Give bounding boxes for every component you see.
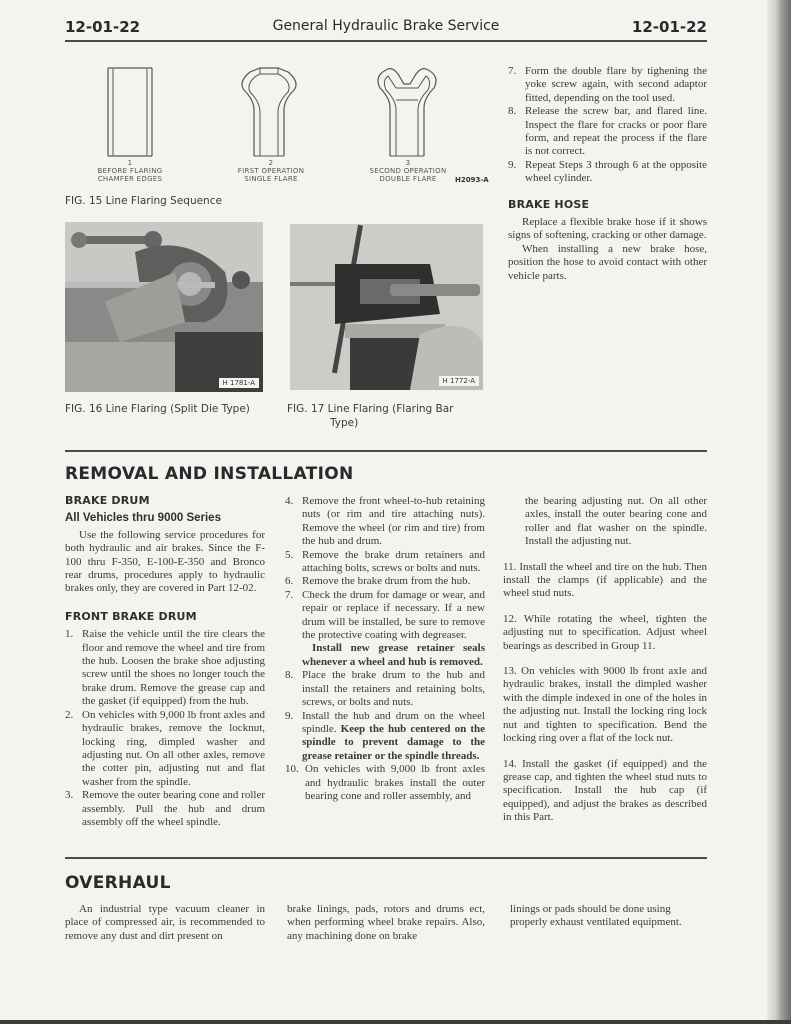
removal-column-3 (503, 495, 707, 825)
fig17-caption: FIG. 17 Line Flaring (Flaring Bar Type) (287, 403, 454, 429)
removal-steps-list-1 (65, 628, 265, 829)
list-item: 10. On vehicles with 9,000 lb front axles and hydraulic brakes install the outer bearing cone and roller assembly, and (285, 763, 485, 802)
tube-before-flaring-drawing (100, 66, 160, 158)
list-item: 13. On vehicles with 9000 lb front axle and hydraulic brakes, install the dimpled washer with the dimple indexed in one of the holes in the adjusting nut. Install the locking ring lock nut and tighten to specification. Bend the locking ring over a flat of the lock nut. (503, 665, 708, 745)
series-heading: All Vehicles thru 9000 Series (65, 512, 221, 525)
page-number-right: 12-01-22 (631, 18, 707, 36)
overhaul-paragraph-1: An industrial type vacuum cleaner in place of compressed air, is recommended to remove any dust and dirt present on (65, 903, 265, 942)
list-item: 6. Remove the brake drum from the hub. (285, 575, 471, 588)
flaring-bar-tool-image (290, 224, 483, 390)
page-number-left: 12-01-22 (65, 18, 141, 36)
list-item: 8. Place the brake drum to the hub and install the retainers and retaining bolts, screws, or bolts and nuts. (285, 669, 485, 709)
removal-column-2 (285, 495, 485, 803)
overhaul-column-1 (65, 903, 265, 943)
overhaul-paragraph-2: brake linings, pads, rotors and drums ect, when performing wheel brake repairs. Also, any machining done on brake (287, 903, 485, 942)
list-item: 7. Check the drum for damage or wear, and repair or replace if necessary. If a new drum will be installed, be sure to remove the protective coating with degreaser. (285, 588, 485, 642)
top-right-column (508, 65, 707, 283)
section-rule-1 (65, 450, 707, 452)
flaring-steps-list (508, 65, 707, 186)
fig15-code: H2093-A (455, 176, 489, 184)
list-item: 11. Install the wheel and tire on the hub. Then install the clamps (if applicable) and the wheel stud nuts. (503, 560, 707, 600)
page-bottom-edge (0, 1020, 791, 1024)
list-item-continued: the bearing adjusting nut. On all other axles, install the outer bearing cone and roller and flat washer on the spindle. Install the adjusting nut. (525, 495, 707, 548)
removal-steps-list-3 (503, 495, 707, 825)
brake-hose-paragraph-1: Replace a flexible brake hose if it shows signs of softening, cracking or other damage. (508, 216, 707, 242)
header-rule (65, 40, 707, 42)
tube-double-flare-drawing (374, 64, 440, 158)
section-rule-2 (65, 857, 707, 859)
page-header (65, 16, 707, 40)
list-item: 3. Remove the outer bearing cone and roller assembly. Pull the hub and drum assembly off the wheel spindle. (65, 789, 265, 828)
removal-installation-heading: REMOVAL AND INSTALLATION (65, 464, 354, 484)
fig16-photo (65, 222, 263, 392)
fig15-stage3-label: 3 SECOND OPERATION DOUBLE FLARE (369, 159, 447, 183)
fig17-photo (290, 224, 483, 390)
list-item: 2. On vehicles with 9,000 lb front axles and hydraulic brakes, remove the locknut, locking ring, dimpled washer and adjusting nut. On all other axles, remove the cotter pin, adjusting nut and flat washer from the spindle. (65, 708, 265, 788)
fig15-stage2-label: 2 FIRST OPERATION SINGLE FLARE (237, 159, 305, 183)
book-spine-shadow (767, 0, 791, 1024)
grease-seal-warning: Install new grease retainer seals whenever a wheel and hub is removed. (302, 642, 485, 668)
fig17-code: H 1772-A (439, 376, 479, 386)
fig16-caption: FIG. 16 Line Flaring (Split Die Type) (65, 403, 250, 415)
overhaul-heading: OVERHAUL (65, 873, 171, 893)
split-die-flaring-tool-image (65, 222, 263, 392)
overhaul-paragraph-3: linings or pads should be done using properly exhaust ventilated equipment. (510, 903, 682, 929)
list-item: 1. Raise the vehicle until the tire clears the floor and remove the wheel and tire from the hub. Loosen the brake shoe adjusting screw until the shoes no longer touch the brake drum. Remove the grease cap and the gasket (if equipped) from the hub. (65, 628, 265, 708)
front-brake-drum-heading: FRONT BRAKE DRUM (65, 609, 197, 623)
tube-single-flare-drawing (236, 66, 302, 158)
hub-centering-warning: Keep the hub centered on the spindle to prevent damage to the grease retainer or the spindle threads. (302, 722, 485, 762)
list-item: 4. Remove the front wheel-to-hub retaining nuts (or rim and tire attaching nuts). Remove the wheel (or rim and tire) from the hub and drum. (285, 495, 485, 548)
list-item: 12. While rotating the wheel, tighten the adjusting nut to specification. Adjust wheel bearings as described in Group 11. (503, 612, 707, 652)
overhaul-column-3 (510, 903, 707, 930)
fig16-code: H 1781-A (219, 378, 259, 388)
removal-column-1 (65, 494, 265, 829)
brake-drum-intro: Use the following service procedures for both hydraulic and air brakes. Since the F-100 thru F-350, E-100-E-350 and Bronco rear drums, procedures apply to hydraulic brakes only, they are covered in Part 12-02. (65, 528, 265, 595)
fig15-stage1-label: 1 BEFORE FLARING CHAMFER EDGES (97, 159, 163, 183)
list-item: 5. Remove the brake drum retainers and attaching bolts, screws or bolts and nuts. (285, 548, 485, 575)
list-item: 14. Install the gasket (if equipped) and the grease cap, and tighten the wheel stud nuts to specification. Install the hub cap (if equipped), and adjust the brakes as described in this Part. (503, 757, 707, 824)
list-item: 9. Install the hub and drum on the wheel spindle. Keep the hub centered on the spindle to prevent damage to the grease retainer or the spindle threads. (285, 709, 485, 762)
list-item: 9. Repeat Steps 3 through 6 at the opposite wheel cylinder. (508, 158, 707, 185)
brake-drum-heading: BRAKE DRUM (65, 494, 150, 507)
brake-hose-heading: BRAKE HOSE (508, 197, 590, 211)
overhaul-column-2 (287, 903, 485, 943)
list-item: 8. Release the screw bar, and flared line. Inspect the flare for cracks or poor flare form, and repeat the process if the flare is not correct. (508, 105, 707, 158)
removal-steps-list-2 (285, 495, 485, 803)
brake-hose-paragraph-2: When installing a new brake hose, position the hose to avoid contact with other vehicle parts. (508, 242, 707, 282)
running-title: General Hydraulic Brake Service (272, 18, 500, 34)
fig15-caption: FIG. 15 Line Flaring Sequence (65, 195, 222, 207)
list-item: 7. Form the double flare by tighening the yoke screw again, with second adaptor fitted, depending on the tool used. (508, 65, 707, 104)
